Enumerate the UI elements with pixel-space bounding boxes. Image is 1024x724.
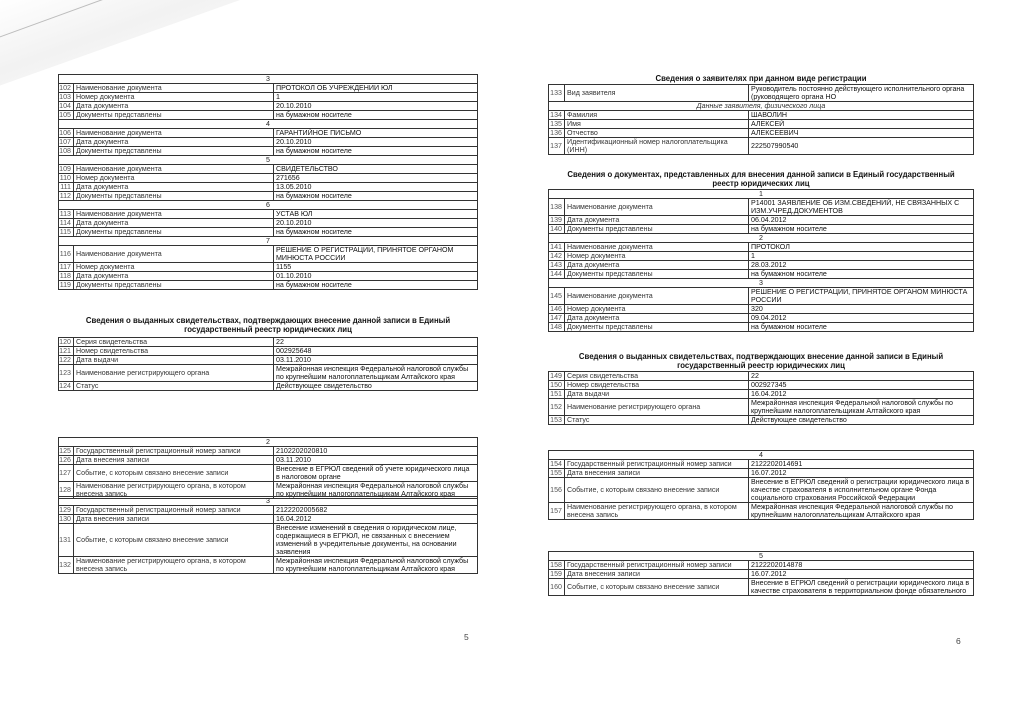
table-row bbox=[549, 111, 974, 120]
right-docs-table bbox=[548, 189, 974, 332]
field-value: ШАВОЛИН bbox=[749, 111, 974, 120]
row-number: 153 bbox=[549, 416, 565, 425]
group-number: 1 bbox=[549, 190, 974, 199]
field-label: Документы представлены bbox=[565, 323, 749, 332]
table-row bbox=[59, 465, 478, 482]
field-label: Номер документа bbox=[74, 93, 274, 102]
field-value: 06.04.2012 bbox=[749, 216, 974, 225]
group-number: 6 bbox=[59, 201, 478, 210]
field-value: 16.04.2012 bbox=[274, 515, 478, 524]
field-label: Документы представлены bbox=[74, 111, 274, 120]
table-row bbox=[549, 570, 974, 579]
row-number: 103 bbox=[59, 93, 74, 102]
field-value: УСТАВ ЮЛ bbox=[274, 210, 478, 219]
table-row bbox=[549, 305, 974, 314]
table-row bbox=[549, 579, 974, 596]
table-row bbox=[549, 261, 974, 270]
field-value: Действующее свидетельство bbox=[274, 382, 478, 391]
table-row bbox=[549, 552, 974, 561]
field-label: Документы представлены bbox=[74, 147, 274, 156]
row-number: 132 bbox=[59, 557, 74, 574]
field-label: Наименование регистрирующего органа, в котором внесена запись bbox=[565, 503, 749, 520]
table-row bbox=[59, 447, 478, 456]
field-label: Дата внесения записи bbox=[565, 570, 749, 579]
field-value: 20.10.2010 bbox=[274, 219, 478, 228]
table-row bbox=[59, 228, 478, 237]
row-number: 121 bbox=[59, 347, 74, 356]
table-row bbox=[549, 120, 974, 129]
field-value: АЛЕКСЕЕВИЧ bbox=[749, 129, 974, 138]
field-label: Номер свидетельства bbox=[565, 381, 749, 390]
field-value: ПРОТОКОЛ bbox=[749, 243, 974, 252]
field-value: 2122202014691 bbox=[749, 460, 974, 469]
field-value: на бумажном носителе bbox=[749, 225, 974, 234]
field-label: Дата документа bbox=[565, 314, 749, 323]
row-number: 144 bbox=[549, 270, 565, 279]
table-row bbox=[59, 120, 478, 129]
field-value: 271656 bbox=[274, 174, 478, 183]
field-value: 20.10.2010 bbox=[274, 138, 478, 147]
row-number: 128 bbox=[59, 482, 74, 499]
row-number: 146 bbox=[549, 305, 565, 314]
row-number: 130 bbox=[59, 515, 74, 524]
row-number: 148 bbox=[549, 323, 565, 332]
field-label: Имя bbox=[565, 120, 749, 129]
field-value: 2102202020810 bbox=[274, 447, 478, 456]
row-number: 112 bbox=[59, 192, 74, 201]
right-record5-table bbox=[548, 551, 974, 596]
field-value: ГАРАНТИЙНОЕ ПИСЬМО bbox=[274, 129, 478, 138]
row-number: 137 bbox=[549, 138, 565, 155]
field-label: Серия свидетельства bbox=[565, 372, 749, 381]
field-label: Идентификационный номер налогоплательщика (ИНН) bbox=[565, 138, 749, 155]
field-value: на бумажном носителе bbox=[749, 270, 974, 279]
field-label: Фамилия bbox=[565, 111, 749, 120]
group-number: 5 bbox=[549, 552, 974, 561]
table-row bbox=[549, 323, 974, 332]
left-record2-table bbox=[58, 437, 478, 499]
field-label: Наименование документа bbox=[74, 210, 274, 219]
table-row bbox=[59, 192, 478, 201]
row-number: 102 bbox=[59, 84, 74, 93]
field-value: на бумажном носителе bbox=[274, 228, 478, 237]
row-number: 155 bbox=[549, 469, 565, 478]
field-label: Наименование документа bbox=[74, 165, 274, 174]
table-row bbox=[549, 216, 974, 225]
field-label: Номер документа bbox=[565, 252, 749, 261]
field-label: Статус bbox=[74, 382, 274, 391]
right-certs-heading: Сведения о выданных свидетельствах, подтверждающих внесение данной записи в Единый государственный реестр юридических лиц bbox=[578, 352, 944, 370]
row-number: 145 bbox=[549, 288, 565, 305]
group-number: 5 bbox=[59, 156, 478, 165]
table-row bbox=[59, 515, 478, 524]
row-number: 152 bbox=[549, 399, 565, 416]
right-record4-table bbox=[548, 450, 974, 520]
field-value: 1155 bbox=[274, 263, 478, 272]
table-row bbox=[59, 524, 478, 557]
field-label: Наименование регистрирующего органа bbox=[74, 365, 274, 382]
group-number: 2 bbox=[549, 234, 974, 243]
row-number: 124 bbox=[59, 382, 74, 391]
field-value: 22 bbox=[749, 372, 974, 381]
row-number: 115 bbox=[59, 228, 74, 237]
field-label: Наименование документа bbox=[74, 84, 274, 93]
table-row bbox=[549, 234, 974, 243]
row-number: 118 bbox=[59, 272, 74, 281]
field-label: Документы представлены bbox=[565, 225, 749, 234]
row-number: 111 bbox=[59, 183, 74, 192]
field-value: на бумажном носителе bbox=[274, 281, 478, 290]
table-row bbox=[549, 390, 974, 399]
row-number: 106 bbox=[59, 129, 74, 138]
group-number: 3 bbox=[59, 75, 478, 84]
field-label: Номер документа bbox=[74, 174, 274, 183]
table-row bbox=[59, 272, 478, 281]
table-row bbox=[59, 174, 478, 183]
field-label: Государственный регистрационный номер записи bbox=[565, 561, 749, 570]
row-number: 117 bbox=[59, 263, 74, 272]
field-value: АЛЕКСЕЙ bbox=[749, 120, 974, 129]
row-number: 125 bbox=[59, 447, 74, 456]
field-value: ПРОТОКОЛ ОБ УЧРЕЖДЕНИИ ЮЛ bbox=[274, 84, 478, 93]
field-label: Наименование документа bbox=[565, 199, 749, 216]
field-value: 01.10.2010 bbox=[274, 272, 478, 281]
field-value: Внесение в ЕГРЮЛ сведений о регистрации юридического лица в качестве страхователя в исполнительном органе Фонда социального страхования Российской Федерации bbox=[749, 478, 974, 503]
row-number: 108 bbox=[59, 147, 74, 156]
table-row bbox=[549, 460, 974, 469]
table-row bbox=[59, 183, 478, 192]
field-value: 13.05.2010 bbox=[274, 183, 478, 192]
field-value: 03.11.2010 bbox=[274, 356, 478, 365]
row-number: 135 bbox=[549, 120, 565, 129]
left-certs-heading: Сведения о выданных свидетельствах, подтверждающих внесение данной записи в Единый государственный реестр юридических лиц bbox=[85, 316, 451, 334]
field-label: Событие, с которым связано внесение записи bbox=[565, 579, 749, 596]
row-number: 110 bbox=[59, 174, 74, 183]
table-row bbox=[59, 210, 478, 219]
table-row bbox=[59, 111, 478, 120]
table-row bbox=[59, 365, 478, 382]
field-label: Дата документа bbox=[74, 138, 274, 147]
table-row bbox=[59, 281, 478, 290]
row-number: 105 bbox=[59, 111, 74, 120]
field-label: Событие, с которым связано внесение записи bbox=[565, 478, 749, 503]
field-value: 320 bbox=[749, 305, 974, 314]
field-label: Событие, с которым связано внесение записи bbox=[74, 524, 274, 557]
field-label: Дата внесения записи bbox=[74, 515, 274, 524]
field-label: Отчество bbox=[565, 129, 749, 138]
field-label: Серия свидетельства bbox=[74, 338, 274, 347]
table-row bbox=[59, 497, 478, 506]
left-docs-table bbox=[58, 74, 478, 290]
table-row bbox=[59, 246, 478, 263]
row-number: 134 bbox=[549, 111, 565, 120]
field-label: Документы представлены bbox=[74, 192, 274, 201]
field-value: 1 bbox=[274, 93, 478, 102]
field-value: 16.07.2012 bbox=[749, 570, 974, 579]
row-number: 136 bbox=[549, 129, 565, 138]
field-value: 09.04.2012 bbox=[749, 314, 974, 323]
field-label: Статус bbox=[565, 416, 749, 425]
row-number: 119 bbox=[59, 281, 74, 290]
row-number: 156 bbox=[549, 478, 565, 503]
field-value: 20.10.2010 bbox=[274, 102, 478, 111]
row-number: 104 bbox=[59, 102, 74, 111]
table-row bbox=[59, 347, 478, 356]
table-row bbox=[549, 243, 974, 252]
row-number: 129 bbox=[59, 506, 74, 515]
table-row bbox=[59, 165, 478, 174]
field-value: 22 bbox=[274, 338, 478, 347]
row-number: 141 bbox=[549, 243, 565, 252]
table-row bbox=[59, 356, 478, 365]
field-value: Внесение в ЕГРЮЛ сведений об учете юридического лица в налоговом органе bbox=[274, 465, 478, 482]
field-label: Номер документа bbox=[565, 305, 749, 314]
field-label: Номер документа bbox=[74, 263, 274, 272]
field-value: Внесение изменений в сведения о юридическом лице, содержащиеся в ЕГРЮЛ, не связанных с внесением изменений в учредительные документы, на основании заявления bbox=[274, 524, 478, 557]
table-row bbox=[549, 372, 974, 381]
table-row bbox=[549, 381, 974, 390]
field-label: Государственный регистрационный номер записи bbox=[74, 506, 274, 515]
row-number: 123 bbox=[59, 365, 74, 382]
field-label: Дата внесения записи bbox=[74, 456, 274, 465]
field-value: 16.07.2012 bbox=[749, 469, 974, 478]
row-number: 126 bbox=[59, 456, 74, 465]
left-record3-table bbox=[58, 496, 478, 574]
table-row bbox=[59, 93, 478, 102]
field-label: Документы представлены bbox=[565, 270, 749, 279]
table-row bbox=[549, 252, 974, 261]
field-value: Межрайонная инспекция Федеральной налоговой службы по крупнейшим налогоплательщикам Алтайского края bbox=[274, 557, 478, 574]
right-applicants-table bbox=[548, 84, 974, 155]
field-value: 2122202005682 bbox=[274, 506, 478, 515]
row-number: 109 bbox=[59, 165, 74, 174]
table-row bbox=[549, 503, 974, 520]
field-label: Документы представлены bbox=[74, 281, 274, 290]
row-number: 107 bbox=[59, 138, 74, 147]
field-value: на бумажном носителе bbox=[274, 111, 478, 120]
table-row bbox=[59, 219, 478, 228]
row-number: 122 bbox=[59, 356, 74, 365]
table-row bbox=[549, 129, 974, 138]
field-value: на бумажном носителе bbox=[749, 323, 974, 332]
row-number: 151 bbox=[549, 390, 565, 399]
table-row bbox=[549, 416, 974, 425]
row-number: 113 bbox=[59, 210, 74, 219]
table-row bbox=[59, 138, 478, 147]
field-label: Событие, с которым связано внесение записи bbox=[74, 465, 274, 482]
table-row bbox=[59, 156, 478, 165]
field-label: Дата выдачи bbox=[565, 390, 749, 399]
table-row bbox=[59, 506, 478, 515]
field-value: СВИДЕТЕЛЬСТВО bbox=[274, 165, 478, 174]
row-number: 127 bbox=[59, 465, 74, 482]
table-row bbox=[549, 190, 974, 199]
field-value: 1 bbox=[749, 252, 974, 261]
row-number: 158 bbox=[549, 561, 565, 570]
field-label: Дата выдачи bbox=[74, 356, 274, 365]
field-label: Наименование регистрирующего органа, в котором внесена запись bbox=[74, 482, 274, 499]
row-number: 133 bbox=[549, 85, 565, 102]
row-number: 116 bbox=[59, 246, 74, 263]
field-label: Дата документа bbox=[74, 102, 274, 111]
table-row bbox=[59, 557, 478, 574]
page-number-left: 5 bbox=[464, 632, 469, 642]
field-value: Межрайонная инспекция Федеральной налоговой службы по крупнейшим налогоплательщикам Алтайского края bbox=[749, 399, 974, 416]
table-row bbox=[549, 270, 974, 279]
group-number: 3 bbox=[549, 279, 974, 288]
row-number: 147 bbox=[549, 314, 565, 323]
right-applicants-heading: Сведения о заявителях при данном виде регистрации bbox=[655, 74, 867, 83]
table-row bbox=[549, 225, 974, 234]
row-number: 120 bbox=[59, 338, 74, 347]
row-number: 157 bbox=[549, 503, 565, 520]
table-row bbox=[549, 85, 974, 102]
row-number: 160 bbox=[549, 579, 565, 596]
table-row bbox=[59, 75, 478, 84]
field-label: Дата документа bbox=[74, 183, 274, 192]
field-value: 002927345 bbox=[749, 381, 974, 390]
field-label: Дата документа bbox=[565, 261, 749, 270]
field-value: Р14001 ЗАЯВЛЕНИЕ ОБ ИЗМ.СВЕДЕНИЙ, НЕ СВЯЗАННЫХ С ИЗМ.УЧРЕД.ДОКУМЕНТОВ bbox=[749, 199, 974, 216]
field-value: 28.03.2012 bbox=[749, 261, 974, 270]
field-label: Наименование документа bbox=[565, 243, 749, 252]
table-row bbox=[59, 338, 478, 347]
field-label: Дата документа bbox=[565, 216, 749, 225]
left-certs-table bbox=[58, 337, 478, 391]
row-number: 159 bbox=[549, 570, 565, 579]
field-value: на бумажном носителе bbox=[274, 192, 478, 201]
field-label: Дата внесения записи bbox=[565, 469, 749, 478]
table-row bbox=[59, 84, 478, 93]
row-number: 149 bbox=[549, 372, 565, 381]
group-number: 2 bbox=[59, 438, 478, 447]
field-value: Внесение в ЕГРЮЛ сведений о регистрации юридического лица в качестве страхователя в территориальном фонде обязательного bbox=[749, 579, 974, 596]
table-row bbox=[59, 147, 478, 156]
field-label: Вид заявителя bbox=[565, 85, 749, 102]
row-number: 131 bbox=[59, 524, 74, 557]
row-number: 143 bbox=[549, 261, 565, 270]
field-value: Руководитель постоянно действующего исполнительного органа (руководящего органа НО bbox=[749, 85, 974, 102]
field-label: Номер свидетельства bbox=[74, 347, 274, 356]
table-row bbox=[549, 561, 974, 570]
table-row bbox=[59, 263, 478, 272]
row-number: 140 bbox=[549, 225, 565, 234]
table-row bbox=[59, 456, 478, 465]
group-number: 4 bbox=[59, 120, 478, 129]
group-number: 4 bbox=[549, 451, 974, 460]
right-certs-table bbox=[548, 371, 974, 425]
field-label: Наименование регистрирующего органа bbox=[565, 399, 749, 416]
row-number: 142 bbox=[549, 252, 565, 261]
field-label: Наименование регистрирующего органа, в котором внесена запись bbox=[74, 557, 274, 574]
field-label: Наименование документа bbox=[74, 129, 274, 138]
table-row bbox=[59, 102, 478, 111]
subsection-label: Данные заявителя, физического лица bbox=[549, 102, 974, 111]
field-label: Дата документа bbox=[74, 219, 274, 228]
group-number: 3 bbox=[59, 497, 478, 506]
table-row bbox=[59, 237, 478, 246]
field-value: Действующее свидетельство bbox=[749, 416, 974, 425]
row-number: 138 bbox=[549, 199, 565, 216]
field-value: Межрайонная инспекция Федеральной налоговой службы по крупнейшим налогоплательщикам Алтайского края bbox=[274, 482, 478, 499]
row-number: 154 bbox=[549, 460, 565, 469]
field-value: 2122202014878 bbox=[749, 561, 974, 570]
table-row bbox=[549, 314, 974, 323]
field-label: Государственный регистрационный номер записи bbox=[74, 447, 274, 456]
table-row bbox=[549, 399, 974, 416]
field-value: РЕШЕНИЕ О РЕГИСТРАЦИИ, ПРИНЯТОЕ ОРГАНОМ МИНЮСТА РОССИИ bbox=[274, 246, 478, 263]
table-row bbox=[549, 279, 974, 288]
row-number: 150 bbox=[549, 381, 565, 390]
field-value: Межрайонная инспекция Федеральной налоговой службы по крупнейшим налогоплательщикам Алтайского края bbox=[749, 503, 974, 520]
field-value: 16.04.2012 bbox=[749, 390, 974, 399]
table-row bbox=[59, 382, 478, 391]
table-row bbox=[549, 288, 974, 305]
field-value: Межрайонная инспекция Федеральной налоговой службы по крупнейшим налогоплательщикам Алтайского края bbox=[274, 365, 478, 382]
field-label: Наименование документа bbox=[74, 246, 274, 263]
field-value: 03.11.2010 bbox=[274, 456, 478, 465]
group-number: 7 bbox=[59, 237, 478, 246]
field-label: Государственный регистрационный номер записи bbox=[565, 460, 749, 469]
table-row bbox=[549, 138, 974, 155]
row-number: 114 bbox=[59, 219, 74, 228]
table-row bbox=[549, 199, 974, 216]
table-row bbox=[549, 478, 974, 503]
table-row bbox=[59, 201, 478, 210]
table-row bbox=[549, 451, 974, 460]
field-value: 222507990540 bbox=[749, 138, 974, 155]
field-label: Документы представлены bbox=[74, 228, 274, 237]
table-row bbox=[59, 129, 478, 138]
field-label: Дата документа bbox=[74, 272, 274, 281]
table-row bbox=[59, 438, 478, 447]
right-docs-heading: Сведения о документах, представленных для внесения данной записи в Единый государственный реестр юридических лиц bbox=[567, 170, 955, 188]
field-value: 002925648 bbox=[274, 347, 478, 356]
field-label: Наименование документа bbox=[565, 288, 749, 305]
field-value: РЕШЕНИЕ О РЕГИСТРАЦИИ, ПРИНЯТОЕ ОРГАНОМ МИНЮСТА РОССИИ bbox=[749, 288, 974, 305]
table-row bbox=[549, 469, 974, 478]
row-number: 139 bbox=[549, 216, 565, 225]
field-value: на бумажном носителе bbox=[274, 147, 478, 156]
table-row bbox=[549, 102, 974, 111]
page-number-right: 6 bbox=[956, 636, 961, 646]
